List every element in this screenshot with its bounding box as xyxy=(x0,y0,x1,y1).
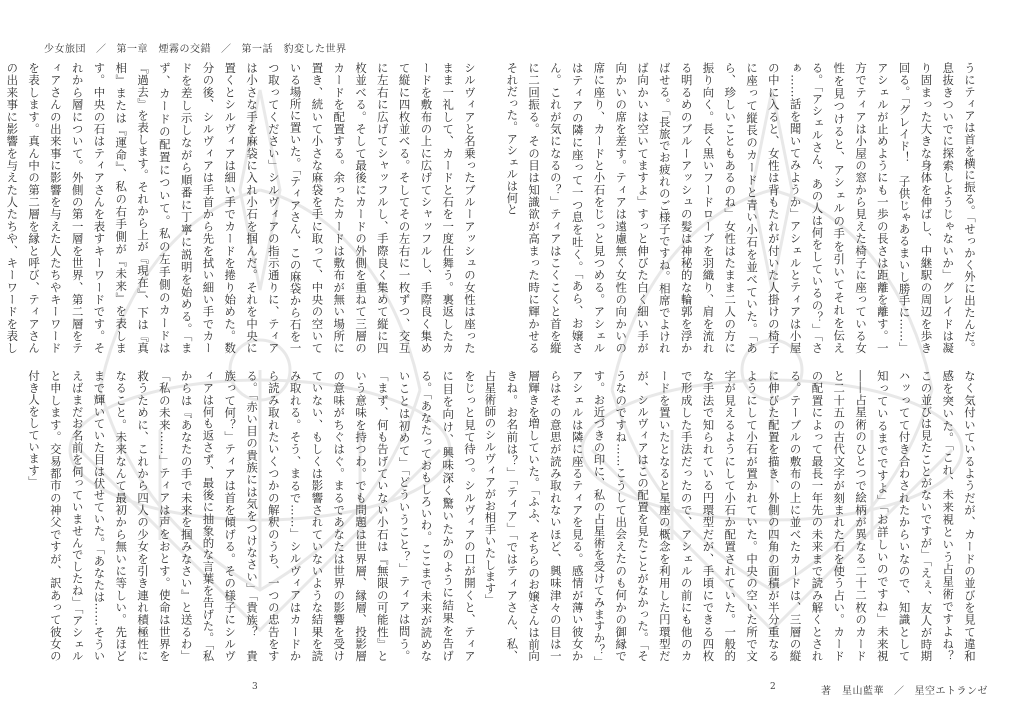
book-title: 星空エトランゼ xyxy=(914,686,988,697)
text-block-bottom xyxy=(27,370,480,662)
right-page xyxy=(483,0,1024,724)
footer-separator: ／ xyxy=(894,686,905,697)
running-header xyxy=(44,40,347,55)
text-block-bottom xyxy=(483,370,980,674)
text-block-top xyxy=(505,62,980,354)
running-footer xyxy=(821,682,988,697)
body-text: シルヴィアと名乗ったブルーアッシュの女性は座ったまま一礼して、カードと石を一度仕舞う。裏返したカードを敷布の上に広げてシャッフルし、手際良く集めて縦に四枚並べる。そしてその左右に一枚ずつ、交互に左右に広げてシャッフルし、手際良く集めて縦に四枚並べる。そして最後にカードの外側を重ねて三層のカードを配置する。余ったカードは敷布が無い場所に置き、続いて小さな麻袋を手に取って、中央の空いている場所に置いた。「ティアさん、この麻袋から石を一つ取ってください」シルヴィアの指示通りに、ティアは小さな手を麻袋に入れ小石を掴んだ。それを中央に置くとシルヴィアは細い手でカードを捲り始めた。数分の後、シルヴィアは手首から先を拭い細い手でカードを差し示しながら順番に丁寧に説明を始める。「まず、カードの配置について。私の左手側のカードは『過去』を表します。それから上が『現在』、下は『真相』または『運命』、私の右手側が『未来』を表します。中央の石はティアさんを表すキーワードです。それから層について。外側の第一層を世界、第二層をティアさんの出来事に影響を与えた人たちやキーワードを表します。真ん中の第二層を縁と呼び、ティアさんの出来事に影響を与えた人たちや、キーワードを表し xyxy=(5,62,477,354)
author-credit: 著 星山藍華 xyxy=(821,686,884,697)
page-number: 2 xyxy=(770,682,776,692)
body-text: うにティアは首を横に振る。「せっかく外に出たんだ。息抜きついでに探索しようじゃないか」グレイドは凝り固まった大きな身体を伸ばし、中継駅の周辺を歩き回る。「グレイド！ 子供じゃあるまいし勝手に……」アシェルが止めようにも一歩の長さは距離を離す。一方でティアは小屋の窓から見えた椅子に座っている女性を見つけると、アシェルの手を引いてそれを伝える。「アシェルさん、あの人は何をしているの？」「さぁ……話を聞いてみようか」アシェルとティアは小屋の中に入ると、女性は背もたれが付いた人掛けの椅子に座って縦長のカードと青い小石を並べていた。「あら、珍しいこともあるのね」女性はたまま二人の方に振り向く。長く黒いフードローブを羽織り、肩を流れる明るめのブルーアッシュの髪は神秘的な輪郭を浮かばせる。「長旅でお疲れのご様子ですね。相席でよければ向かいは空いてますよ」すっと伸びた白く細い手が向かいの席を差す。ティアは遠慮無く女性の向かいの席に座り、カードと小石をじっと見つめる。アシェルはティアの隣に座って一つ息を吐く。「あら、お嬢さん。これが気になるの？」ティアはこくこくと首を縦に二回振る。その目は知識欲が高まった時に輝かせるそれだった。アシェルは何と xyxy=(505,62,977,354)
body-text: なく気付いているようだが、カードの並びを見て違和感を突いた。「これ、未来視という占星術ですよね？ この並びは見たことがないですが」「えぇ、友人が時期ハッってて付き合わされたからいなので、知識として知っているまでですよ」「お詳しいのですね」未来視――占星術のひとつで絵柄が異なる二十二枚のカードと二十五の古代文字が刻まれた石を使う占い。カードの配置によって最長一年先の未来まで読み解くとされる。テーブルの敷布の上に並べたカードは、三層の縦に伸びた配置を描き、外側の四角の面積が半分重なるようにして小石が置かれていた。中央の空いた所で文字が見えるようにして小石か配置されていた。一般的な手法で知られている円環型だが、手頃にできる四枚で形成した手法だったので、アシェルの前にも他のカードを置いたとなると星座の概念を利用した円環型だが、シルヴィアはこの配置を見たことがなかった。「そうなのですね……こうして出会えたのも何かの御縁です。お近づきの印に、私の占星術を受けてみますか？」アシェルは隣に座るティアを見る。感情が薄い彼女からはその意思が読み取れないほど、興味津々の目は一層輝きを増していた。「ふふ、そちらのお嬢さんは前向きね。お名前は？」「ティア」「ではティアさん、私、占星術師のシルヴィアがお相手いたします」 xyxy=(483,370,977,674)
episode-title: 第一話 豹変した世界 xyxy=(241,44,347,55)
page-number: 3 xyxy=(252,682,258,692)
text-block-top xyxy=(5,62,480,354)
chapter-title: 第一章 煙霧の交錯 xyxy=(116,44,211,55)
body-text: をじっと見て待つ。シルヴィアの口が開くと、ティアに目を向け、興味深く驚いたかのように結果を告げる。「あなたっておもしろいわ。ここまで未来が読めないことは初めて」「どういうこと？」ティアは問う。「まず、何も告げていない小石は『無限の可能性』という意味を持つわ。でも問題は世界層、縁層、投影層の意味がちぐはぐ。まるであなたは世界の影響を受けていない、もしくは影響されていないような結果を読み取れる。そう、まるで……」シルヴィアはカードから読み取れたいくつかの解釈のうち、一つの忠告をする。「赤い目の貴族には気をつけなさい」「貴族？ 貴族って何？」ティアは首を傾げる。その様子にシルヴィアは何も返さず、最後に抽象的な言葉を告げた。「私からは『あなたの手で未来を掴みなさい』と送るわ」「私の未来……」ティアは声をおとす。使命は世界を救うために、これから四人の少女を引き連れ積極性になること。未来なんて最初から無いに等しい。先ほどまで輝いていた目は伏せていた。「あなたは……そういえばまだお名前を伺っていませんでしたね」「アシェルと申します。交易都市の神父ですが、訳あって彼女の付き人をしています」 xyxy=(27,370,477,662)
header-separator: ／ xyxy=(221,44,232,55)
header-separator: ／ xyxy=(96,44,107,55)
series-title: 少女旅団 xyxy=(44,44,86,55)
